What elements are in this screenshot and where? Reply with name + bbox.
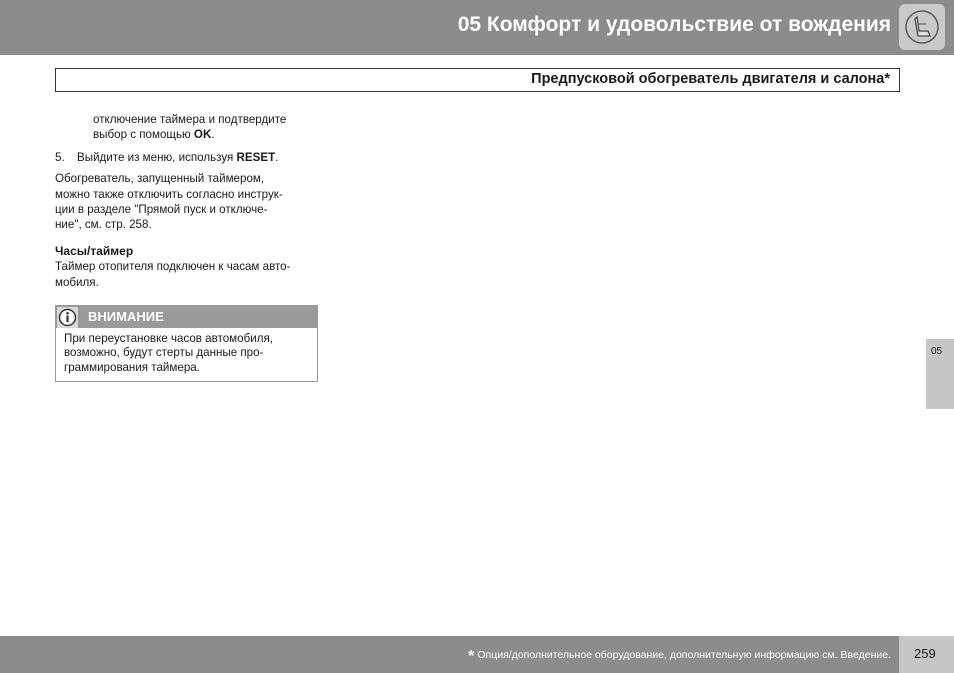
chapter-icon-box bbox=[899, 4, 945, 50]
footer-star: * bbox=[468, 648, 475, 665]
page-footer bbox=[0, 636, 954, 673]
page-number-box bbox=[899, 636, 954, 673]
text-line: ции в разделе "Прямой пуск и отключе- bbox=[55, 203, 268, 217]
info-icon-box bbox=[57, 307, 78, 328]
warning-label: ВНИМАНИЕ bbox=[88, 309, 164, 324]
text-span: . bbox=[211, 128, 215, 142]
text-line bbox=[93, 127, 320, 142]
step-number: 5. bbox=[55, 150, 65, 164]
side-tab-label: 05 bbox=[931, 346, 943, 357]
text-span: . bbox=[275, 150, 279, 164]
text-line: мобиля. bbox=[55, 275, 99, 289]
section-title: Предпусковой обогреватель двигателя и салона* bbox=[531, 71, 890, 87]
warning-text bbox=[64, 332, 314, 375]
reset-keyword: RESET bbox=[236, 150, 276, 164]
text-line: можно также отключить согласно инструк- bbox=[55, 187, 283, 201]
paragraph-timer-off bbox=[55, 171, 320, 233]
paragraph-timer-clock bbox=[55, 259, 320, 290]
body-text-column bbox=[55, 112, 320, 290]
text-line: При переустановке часов автомобиля, bbox=[64, 332, 273, 345]
chapter-title: 05 Комфорт и удовольствие от вождения bbox=[457, 13, 891, 36]
ok-keyword: OK bbox=[193, 128, 212, 142]
step-text: Выйдите из меню, используя bbox=[77, 150, 237, 164]
text-span: выбор с помощью bbox=[93, 128, 194, 142]
step-5 bbox=[55, 150, 320, 165]
continuation-text bbox=[55, 112, 320, 143]
section-title-bar bbox=[55, 68, 900, 92]
chapter-header bbox=[0, 0, 954, 55]
info-icon bbox=[57, 307, 78, 328]
page-number: 259 bbox=[914, 646, 936, 661]
warning-header bbox=[56, 306, 317, 328]
text-line: ние", см. стр. 258. bbox=[55, 218, 152, 232]
text-line: Обогреватель, запущенный таймером, bbox=[55, 172, 265, 186]
subheading-clock-timer: Часы/таймер bbox=[55, 243, 134, 258]
footer-note-text: Опция/дополнительное оборудование, дополнительную информацию см. Введение. bbox=[477, 649, 891, 661]
chapter-side-tab[interactable] bbox=[926, 339, 954, 409]
text-line: Таймер отопителя подключен к часам авто- bbox=[55, 260, 291, 274]
seat-icon bbox=[904, 9, 940, 45]
footer-note bbox=[468, 648, 891, 666]
text-line: отключение таймера и подтвердите bbox=[93, 113, 287, 126]
text-line: возможно, будут стерты данные про- bbox=[64, 346, 264, 360]
text-line: граммирования таймера. bbox=[64, 360, 200, 374]
warning-box bbox=[55, 305, 318, 382]
